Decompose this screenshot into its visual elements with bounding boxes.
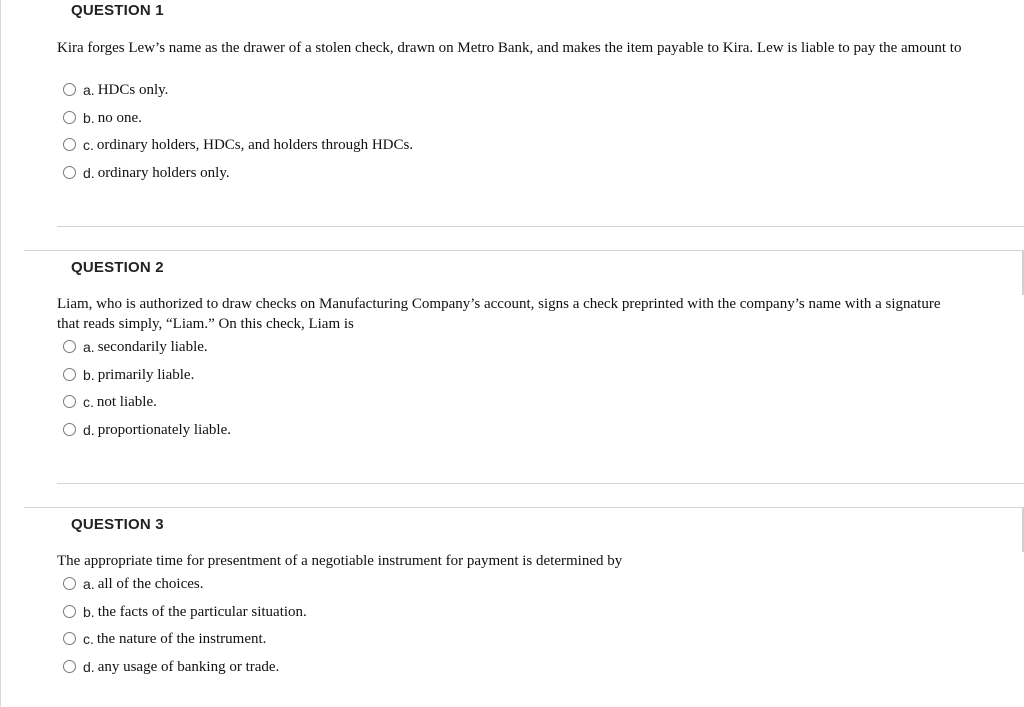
option-text: ordinary holders only. xyxy=(97,164,230,181)
question-3-option-a[interactable] xyxy=(63,574,307,602)
question-1-text: Kira forges Lew’s name as the drawer of a stolen check, drawn on Metro Bank, and makes the item payable to Kira. Lew is liable to pay the amount to xyxy=(57,40,962,56)
option-text: ordinary holders, HDCs, and holders through HDCs. xyxy=(96,137,414,153)
radio-button[interactable] xyxy=(63,138,76,151)
question-3-title: QUESTION 3 xyxy=(71,516,164,533)
option-text: HDCs only. xyxy=(97,82,169,98)
radio-button[interactable] xyxy=(63,111,76,124)
question-3-option-d[interactable] xyxy=(63,657,307,685)
radio-button[interactable] xyxy=(63,166,76,179)
question-1-separator xyxy=(57,226,1024,227)
question-3-header xyxy=(24,507,1024,540)
option-letter: a. xyxy=(83,339,95,355)
option-letter: b. xyxy=(83,603,95,620)
option-letter: b. xyxy=(83,366,95,383)
radio-button[interactable] xyxy=(63,577,76,590)
question-2-title: QUESTION 2 xyxy=(71,259,164,276)
option-letter: c. xyxy=(83,631,94,647)
option-text: no one. xyxy=(97,109,142,126)
radio-button[interactable] xyxy=(63,660,76,673)
question-2-option-b[interactable] xyxy=(63,365,231,393)
question-2-separator xyxy=(57,483,1024,484)
option-text: the facts of the particular situation. xyxy=(97,603,307,620)
question-1-option-c[interactable] xyxy=(63,135,413,163)
radio-button[interactable] xyxy=(63,83,76,96)
option-letter: a. xyxy=(83,82,95,98)
left-border xyxy=(0,0,1,707)
question-2-option-d[interactable] xyxy=(63,420,231,448)
question-2-option-a[interactable] xyxy=(63,337,231,365)
question-3-text: The appropriate time for presentment of a negotiable instrument for payment is determined by xyxy=(57,553,623,569)
radio-button[interactable] xyxy=(63,632,76,645)
option-text: all of the choices. xyxy=(97,576,204,592)
radio-button[interactable] xyxy=(63,340,76,353)
option-letter: b. xyxy=(83,109,95,126)
option-text: primarily liable. xyxy=(97,366,195,383)
question-1-options xyxy=(63,80,413,190)
question-3-option-c[interactable] xyxy=(63,629,307,657)
option-text: not liable. xyxy=(96,394,157,410)
radio-button[interactable] xyxy=(63,395,76,408)
option-letter: a. xyxy=(83,576,95,592)
question-2-options xyxy=(63,337,231,447)
question-3-options xyxy=(63,574,307,684)
question-3-option-b[interactable] xyxy=(63,602,307,630)
option-text: secondarily liable. xyxy=(97,339,208,355)
option-letter: d. xyxy=(83,658,95,675)
option-text: proportionately liable. xyxy=(97,421,231,438)
question-2-text: Liam, who is authorized to draw checks on Manufacturing Company’s account, signs a check preprinted with the company’s name with a signature that reads simply, “Liam.” On this check, Liam is xyxy=(57,296,941,332)
question-1-option-d[interactable] xyxy=(63,163,413,191)
option-letter: c. xyxy=(83,394,94,410)
question-1-header xyxy=(24,0,1024,29)
question-1-title: QUESTION 1 xyxy=(71,2,164,19)
question-1-option-b[interactable] xyxy=(63,108,413,136)
option-letter: c. xyxy=(83,137,94,153)
radio-button[interactable] xyxy=(63,605,76,618)
option-letter: d. xyxy=(83,421,95,438)
question-2-header xyxy=(24,250,1024,283)
question-2-option-c[interactable] xyxy=(63,392,231,420)
question-1-option-a[interactable] xyxy=(63,80,413,108)
radio-button[interactable] xyxy=(63,368,76,381)
option-letter: d. xyxy=(83,164,95,181)
option-text: the nature of the instrument. xyxy=(96,631,267,647)
option-text: any usage of banking or trade. xyxy=(97,658,280,675)
radio-button[interactable] xyxy=(63,423,76,436)
